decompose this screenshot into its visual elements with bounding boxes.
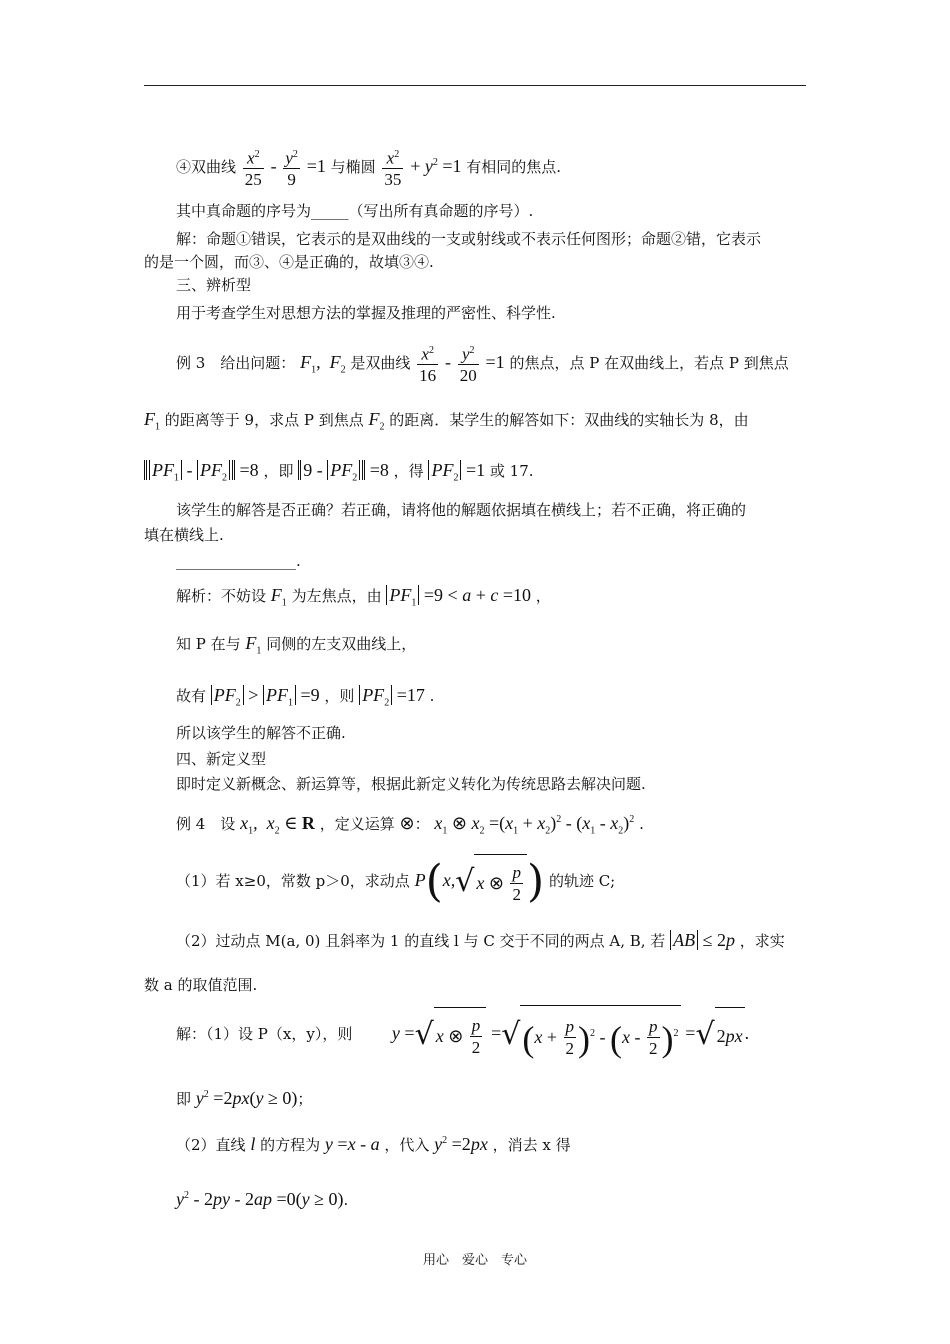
solution-1b: 即 $y^2 =2px(y \ge 0)$； bbox=[176, 1088, 313, 1108]
fraction: $\frac{x^2}{16}$ bbox=[417, 341, 438, 388]
example-3: 例 3 给出问题： $F_1$, $F_2$ 是双曲线 $\frac{x^2}{16}$ - $\frac{y^2}{20}$ =1 的焦点，点 P 在双曲线上，若点 P 到焦点 bbox=[176, 336, 789, 388]
text: ，代入 bbox=[384, 1136, 430, 1154]
question-text: 其中真命题的序号为_____（写出所有真命题的序号）. bbox=[176, 202, 534, 220]
text: （2）直线 bbox=[176, 1136, 246, 1154]
text: 是双曲线 bbox=[350, 354, 411, 372]
text: 知 P 在与 bbox=[176, 635, 241, 653]
text: 的轨迹 C; bbox=[548, 872, 616, 890]
page-footer: 用心 爱心 专心 bbox=[422, 1253, 527, 1268]
text: 与椭圆 bbox=[330, 158, 376, 176]
text: . bbox=[429, 687, 435, 705]
part-2: （2）过动点 M(a, 0) 且斜率为 1 的直线 l 与 C 交于不同的两点 A, B, 若 AB ≤ 2p ，求实 bbox=[176, 930, 785, 950]
solution-2b: $y^2 - 2py - 2ap =0(y \ge 0)$. bbox=[176, 1189, 349, 1209]
text: 例 4 设 bbox=[176, 815, 236, 833]
text: 的距离等于 9，求点 P 到焦点 bbox=[164, 411, 364, 429]
text: ，得 bbox=[393, 462, 424, 480]
fraction: $\frac{x^2}{35}$ bbox=[382, 145, 403, 192]
fraction: $\frac{y^2}{20}$ bbox=[458, 341, 479, 388]
text: （2）过动点 M(a, 0) 且斜率为 1 的直线 l 与 C 交于不同的两点 A, B, 若 bbox=[176, 932, 666, 950]
text: 为左焦点，由 bbox=[291, 587, 382, 605]
text: ，求实 bbox=[739, 932, 785, 950]
text: 故有 bbox=[176, 687, 207, 705]
paragraph: 所以该学生的解答不正确. bbox=[176, 724, 346, 742]
text: 的距离．某学生的解答如下：双曲线的实轴长为 8，由 bbox=[389, 411, 749, 429]
fraction: $\frac{y^2}{9}$ bbox=[283, 145, 300, 192]
text: ，则 bbox=[324, 687, 355, 705]
solution-2: （2）直线 l 的方程为 y =x - a ，代入 $y^2 =2px$ ，消去 x 得 bbox=[176, 1134, 571, 1154]
example-4: 例 4 设 $x_1$, $x_2$ ∈ R ，定义运算 ⊗： $x_1$ ⊗ $x_2 =(x_1 + x_2)^2 - (x_1 - x_2)^2$ . bbox=[176, 813, 644, 837]
answer-blank: ________________. bbox=[176, 552, 301, 570]
analysis-3: 故有 $PF_2 > PF_1 =9$ ，则 $PF_2 =17$ . bbox=[176, 685, 435, 709]
solution-text: 的是一个圆，而③、④是正确的，故填③④. bbox=[144, 253, 434, 271]
analysis-1: 解析：不妨设 $F_1$ 为左焦点，由 $PF_1 =9 < a + c =10$ ， bbox=[176, 585, 551, 609]
section-heading: 三、辨析型 bbox=[176, 276, 252, 294]
paragraph: 即时定义新概念、新运算等，根据此新定义转化为传统思路去解决问题. bbox=[176, 775, 646, 793]
text: （1）若 x≥0，常数 p＞0，求动点 bbox=[176, 872, 410, 890]
text: 即 bbox=[176, 1090, 192, 1108]
part-1: （1）若 x≥0，常数 p＞0，求动点 P(x,√ x ⊗ $\frac{p}{2}$ ) 的轨迹 C; bbox=[176, 852, 615, 908]
text: 的方程为 bbox=[260, 1136, 321, 1154]
text: 或 17. bbox=[489, 462, 534, 480]
text: 解：（1）设 P（x，y），则 bbox=[176, 1025, 353, 1043]
paragraph: 填在横线上. bbox=[144, 526, 224, 544]
text: ，消去 x 得 bbox=[492, 1136, 571, 1154]
text: ： bbox=[414, 815, 430, 833]
text: 例 3 给出问题： bbox=[176, 354, 296, 372]
text: 的焦点，点 P 在双曲线上，若点 P 到焦点 bbox=[509, 354, 789, 372]
text: ， bbox=[535, 587, 551, 605]
fraction: $\frac{x^2}{25}$ bbox=[243, 145, 264, 192]
header-rule bbox=[144, 85, 806, 86]
text: ，定义运算 bbox=[319, 815, 395, 833]
example-3-cont: $F_1$ 的距离等于 9，求点 P 到焦点 $F_2$ 的距离．某学生的解答如下：双曲线的实轴长为 8，由 bbox=[144, 409, 749, 433]
solution-1: 解：（1）设 P（x，y），则 y =√ x ⊗ $\frac{p}{2}$ =√(x + $\frac{p}{2}$ )$^2$ - (x - $\frac{p}{2}$ )$^2$ =√ 2px . bbox=[176, 1005, 749, 1061]
solution-text: 解：命题①错误，它表示的是双曲线的一支或射线或不表示任何图形；命题②错，它表示 bbox=[176, 230, 762, 248]
section-heading: 四、新定义型 bbox=[176, 750, 267, 768]
text: . bbox=[639, 815, 644, 833]
proposition-4: ④双曲线 $\frac{x^2}{25}$ - $\frac{y^2}{9}$ =1 与椭圆 $\frac{x^2}{35}$ + $y^2 =1$ 有相同的焦点. bbox=[176, 137, 561, 189]
text: ，即 bbox=[263, 462, 294, 480]
text: ④双曲线 bbox=[176, 158, 237, 176]
student-solution: $PF_1 - PF_2 =8$ ，即 $9 - PF_2 =8$ ，得 $PF_2 =1$ 或 17. bbox=[144, 455, 534, 485]
text: 有相同的焦点. bbox=[466, 158, 562, 176]
text: 解析：不妨设 bbox=[176, 587, 267, 605]
paragraph: 数 a 的取值范围. bbox=[144, 976, 258, 994]
analysis-2: 知 P 在与 $F_1$ 同侧的左支双曲线上， bbox=[176, 633, 417, 657]
text: 同侧的左支双曲线上， bbox=[266, 635, 417, 653]
paragraph: 该学生的解答是否正确？若正确，请将他的解题依据填在横线上；若不正确，将正确的 bbox=[176, 501, 747, 519]
paragraph: 用于考查学生对思想方法的掌握及推理的严密性、科学性. bbox=[176, 304, 556, 322]
